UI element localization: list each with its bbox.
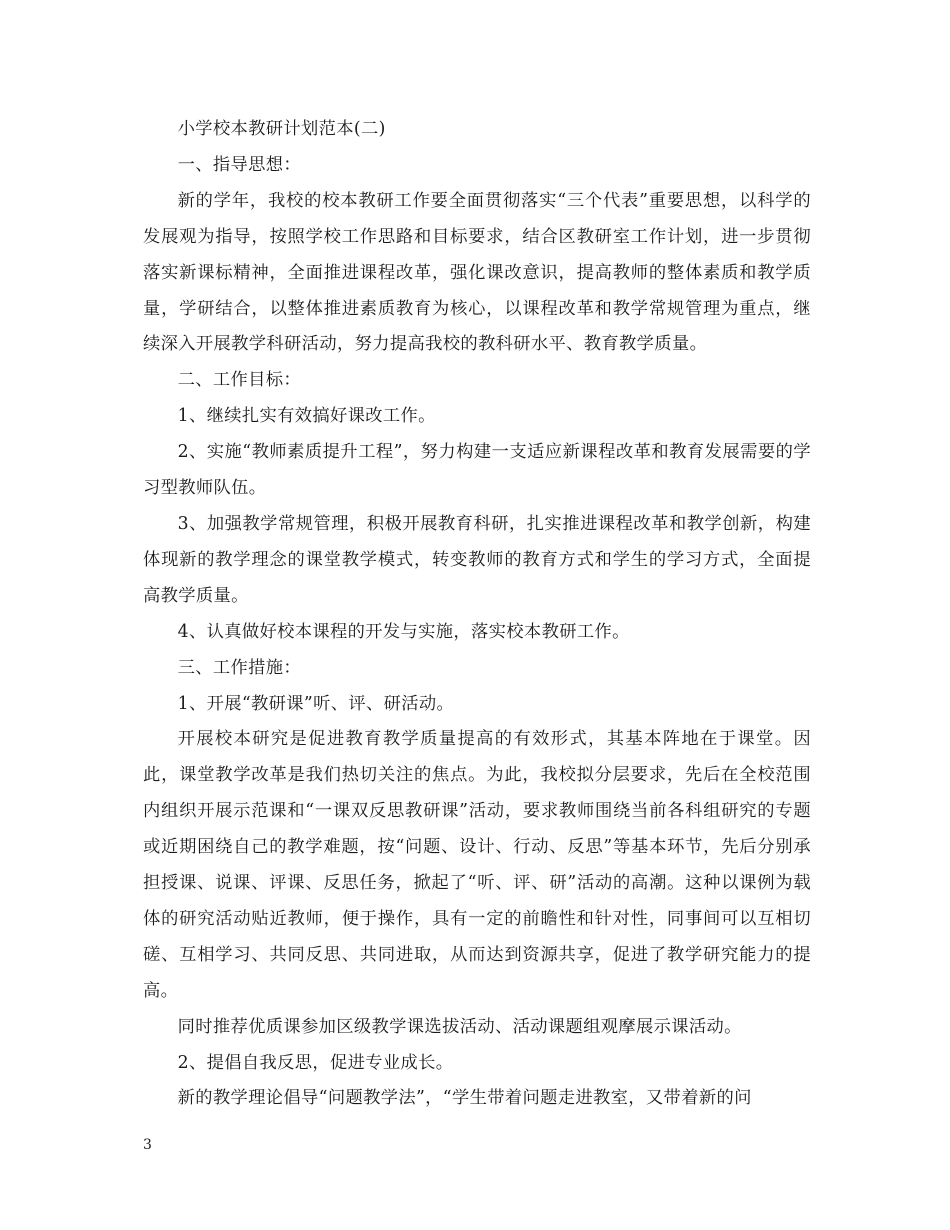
goal-item-4: 4、认真做好校本课程的开发与实施，落实校本教研工作。 bbox=[177, 621, 630, 642]
measure-heading-1: 1、开展“教研课”听、评、研活动。 bbox=[177, 693, 455, 714]
page-number: 3 bbox=[143, 1137, 152, 1153]
paragraph-measure-2-body: 新的教学理论倡导“问题教学法”，“学生带着问题走进教室，又带着新的问 bbox=[177, 1088, 752, 1109]
document-body bbox=[143, 112, 811, 1117]
goal-item-1: 1、继续扎实有效搞好课改工作。 bbox=[177, 406, 436, 427]
section-heading-guiding-ideology: 一、指导思想： bbox=[177, 154, 302, 175]
paragraph-measure-1-extra: 同时推荐优质课参加区级教学课选拔活动、活动课题组观摩展示课活动。 bbox=[177, 1016, 742, 1037]
section-heading-work-measures: 三、工作措施： bbox=[177, 657, 302, 678]
document-title: 小学校本教研计划范本(二) bbox=[177, 119, 386, 139]
measure-heading-2: 2、提倡自我反思，促进专业成长。 bbox=[177, 1052, 454, 1073]
paragraph-guiding-ideology: 新的学年，我校的校本教研工作要全面贯彻落实“三个代表”重要思想，以科学的发展观为指导，按照学校工作思路和目标要求，结合区教研室工作计划，进一步贯彻落实新课标精神，全面推进课程改革，强化课改意识，提高教师的整体素质和教学质量，学研结合，以整体推进素质教育为核心，以课程改革和教学常规管理为重点，继续深入开展教学科研活动，努力提高我校的教科研水平、教育教学质量。 bbox=[143, 190, 811, 355]
paragraph-measure-1-body: 开展校本研究是促进教育教学质量提高的有效形式，其基本阵地在于课堂。因此，课堂教学改革是我们热切关注的焦点。为此，我校拟分层要求，先后在全校范围内组织开展示范课和“一课双反思教研课”活动，要求教师围绕当前各科组研究的专题或近期困绕自己的教学难题，按“问题、设计、行动、反思”等基本环节，先后分别承担授课、说课、评课、反思任务，掀起了“听、评、研”活动的高潮。这种以课例为载体的研究活动贴近教师，便于操作，具有一定的前瞻性和针对性，同事间可以互相切磋、互相学习、共同反思、共同进取，从而达到资源共享，促进了教学研究能力的提高。 bbox=[143, 729, 811, 1001]
section-heading-work-goals: 二、工作目标： bbox=[177, 370, 302, 391]
goal-item-3: 3、加强教学常规管理，积极开展教育科研，扎实推进课程改革和教学创新，构建体现新的教学理念的课堂教学模式，转变教师的教育方式和学生的学习方式，全面提高教学质量。 bbox=[143, 513, 811, 606]
goal-item-2: 2、实施“教师素质提升工程”，努力构建一支适应新课程改革和教育发展需要的学习型教师队伍。 bbox=[143, 442, 811, 499]
